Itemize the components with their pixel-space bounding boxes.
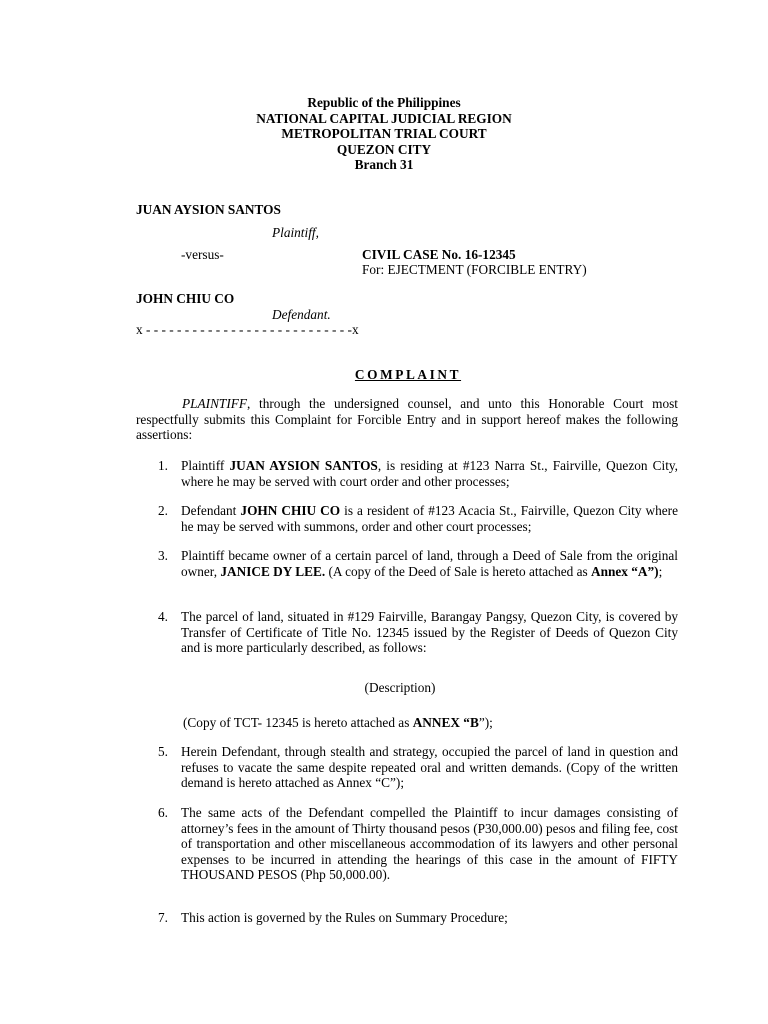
case-type: For: EJECTMENT (FORCIBLE ENTRY) — [362, 262, 587, 277]
document-title: COMPLAINT — [354, 367, 462, 382]
header-court: METROPOLITAN TRIAL COURT — [281, 126, 487, 141]
item-text: is a resident of #123 Acacia St., Fairville, Quezon City where he may be served with summons, order and other court processes; — [181, 503, 679, 534]
item-text: , is residing at #123 Narra St., Fairville, Quezon City, where he may be served with court order and other processes; — [181, 458, 678, 489]
intro-paragraph — [136, 396, 678, 443]
defendant-name: JOHN CHIU CO — [136, 291, 235, 306]
item-annex-label: Annex “A”) — [591, 563, 659, 579]
note-text: (Copy of TCT- 12345 is hereto attached as — [183, 715, 413, 730]
tct-copy-note — [183, 715, 493, 731]
item-number: 7. — [158, 910, 168, 925]
intro-text: , through the undersigned counsel, and unto this Honorable Court most respectfully submits this Complaint for Forcible Entry and in support hereof makes the following assertions: — [136, 396, 678, 442]
item-text: This action is governed by the Rules on Summary Procedure; — [181, 910, 508, 925]
item-text: The same acts of the Defendant compelled the Plaintiff to incur damages consisting of attorney’s fees in the amount of Thirty thousand pesos (P30,000.00) pesos and filing fee, cost of transportation and other miscellaneous accommodation of its lawyers and other personal expenses to be incurred in attending the hearings of this case in the amount of FIFTY THOUSAND PESOS (Php 50,000.00). — [181, 805, 678, 882]
item-text: Defendant — [181, 503, 241, 518]
item-party-name: JUAN AYSION SANTOS — [229, 458, 378, 473]
note-text: ”); — [478, 715, 493, 730]
item-text: Plaintiff became owner of a certain parcel of land, through a Deed of Sale from the original owner, — [181, 548, 678, 579]
case-number: CIVIL CASE No. 16-12345 — [362, 247, 516, 262]
item-number: 6. — [158, 805, 168, 820]
description-placeholder: (Description) — [364, 680, 436, 695]
versus-label: -versus- — [181, 247, 224, 262]
item-number: 5. — [158, 744, 168, 759]
item-number: 1. — [158, 458, 168, 473]
item-text: Herein Defendant, through stealth and strategy, occupied the parcel of land in question and refuses to vacate the same despite repeated oral and written demands. (Copy of the written demand is hereto attached as Annex “C”); — [181, 744, 678, 790]
annex-b-label: ANNEX “B — [412, 715, 479, 730]
item-party-name: JOHN CHIU CO — [240, 503, 341, 518]
header-city: QUEZON CITY — [336, 141, 432, 157]
item-text: (A copy of the Deed of Sale is hereto attached as — [325, 563, 591, 579]
defendant-role: Defendant. — [272, 307, 331, 322]
item-number: 4. — [158, 609, 168, 624]
item-text: The parcel of land, situated in #129 Fairville, Barangay Pangsy, Quezon City, is covered by Transfer of Certificate of Title No. 12345 issued by the Register of Deeds of Quezon City and is more particularly described, as follows: — [181, 609, 678, 655]
intro-lead: PLAINTIFF — [182, 396, 248, 411]
item-number: 2. — [158, 503, 168, 518]
header-branch: Branch 31 — [354, 157, 414, 172]
caption-separator: x - - - - - - - - - - - - - - - - - - - - - - - - - - -x — [136, 322, 359, 337]
header-republic: Republic of the Philippines — [307, 95, 461, 110]
plaintiff-name: JUAN AYSION SANTOS — [136, 202, 281, 217]
item-text: Plaintiff — [181, 458, 230, 473]
item-number: 3. — [158, 548, 168, 563]
header-region: NATIONAL CAPITAL JUDICIAL REGION — [256, 110, 512, 126]
plaintiff-role: Plaintiff, — [272, 225, 319, 240]
court-header — [0, 95, 768, 173]
item-owner-name: JANICE DY LEE. — [220, 563, 326, 579]
item-text: ; — [658, 563, 663, 579]
